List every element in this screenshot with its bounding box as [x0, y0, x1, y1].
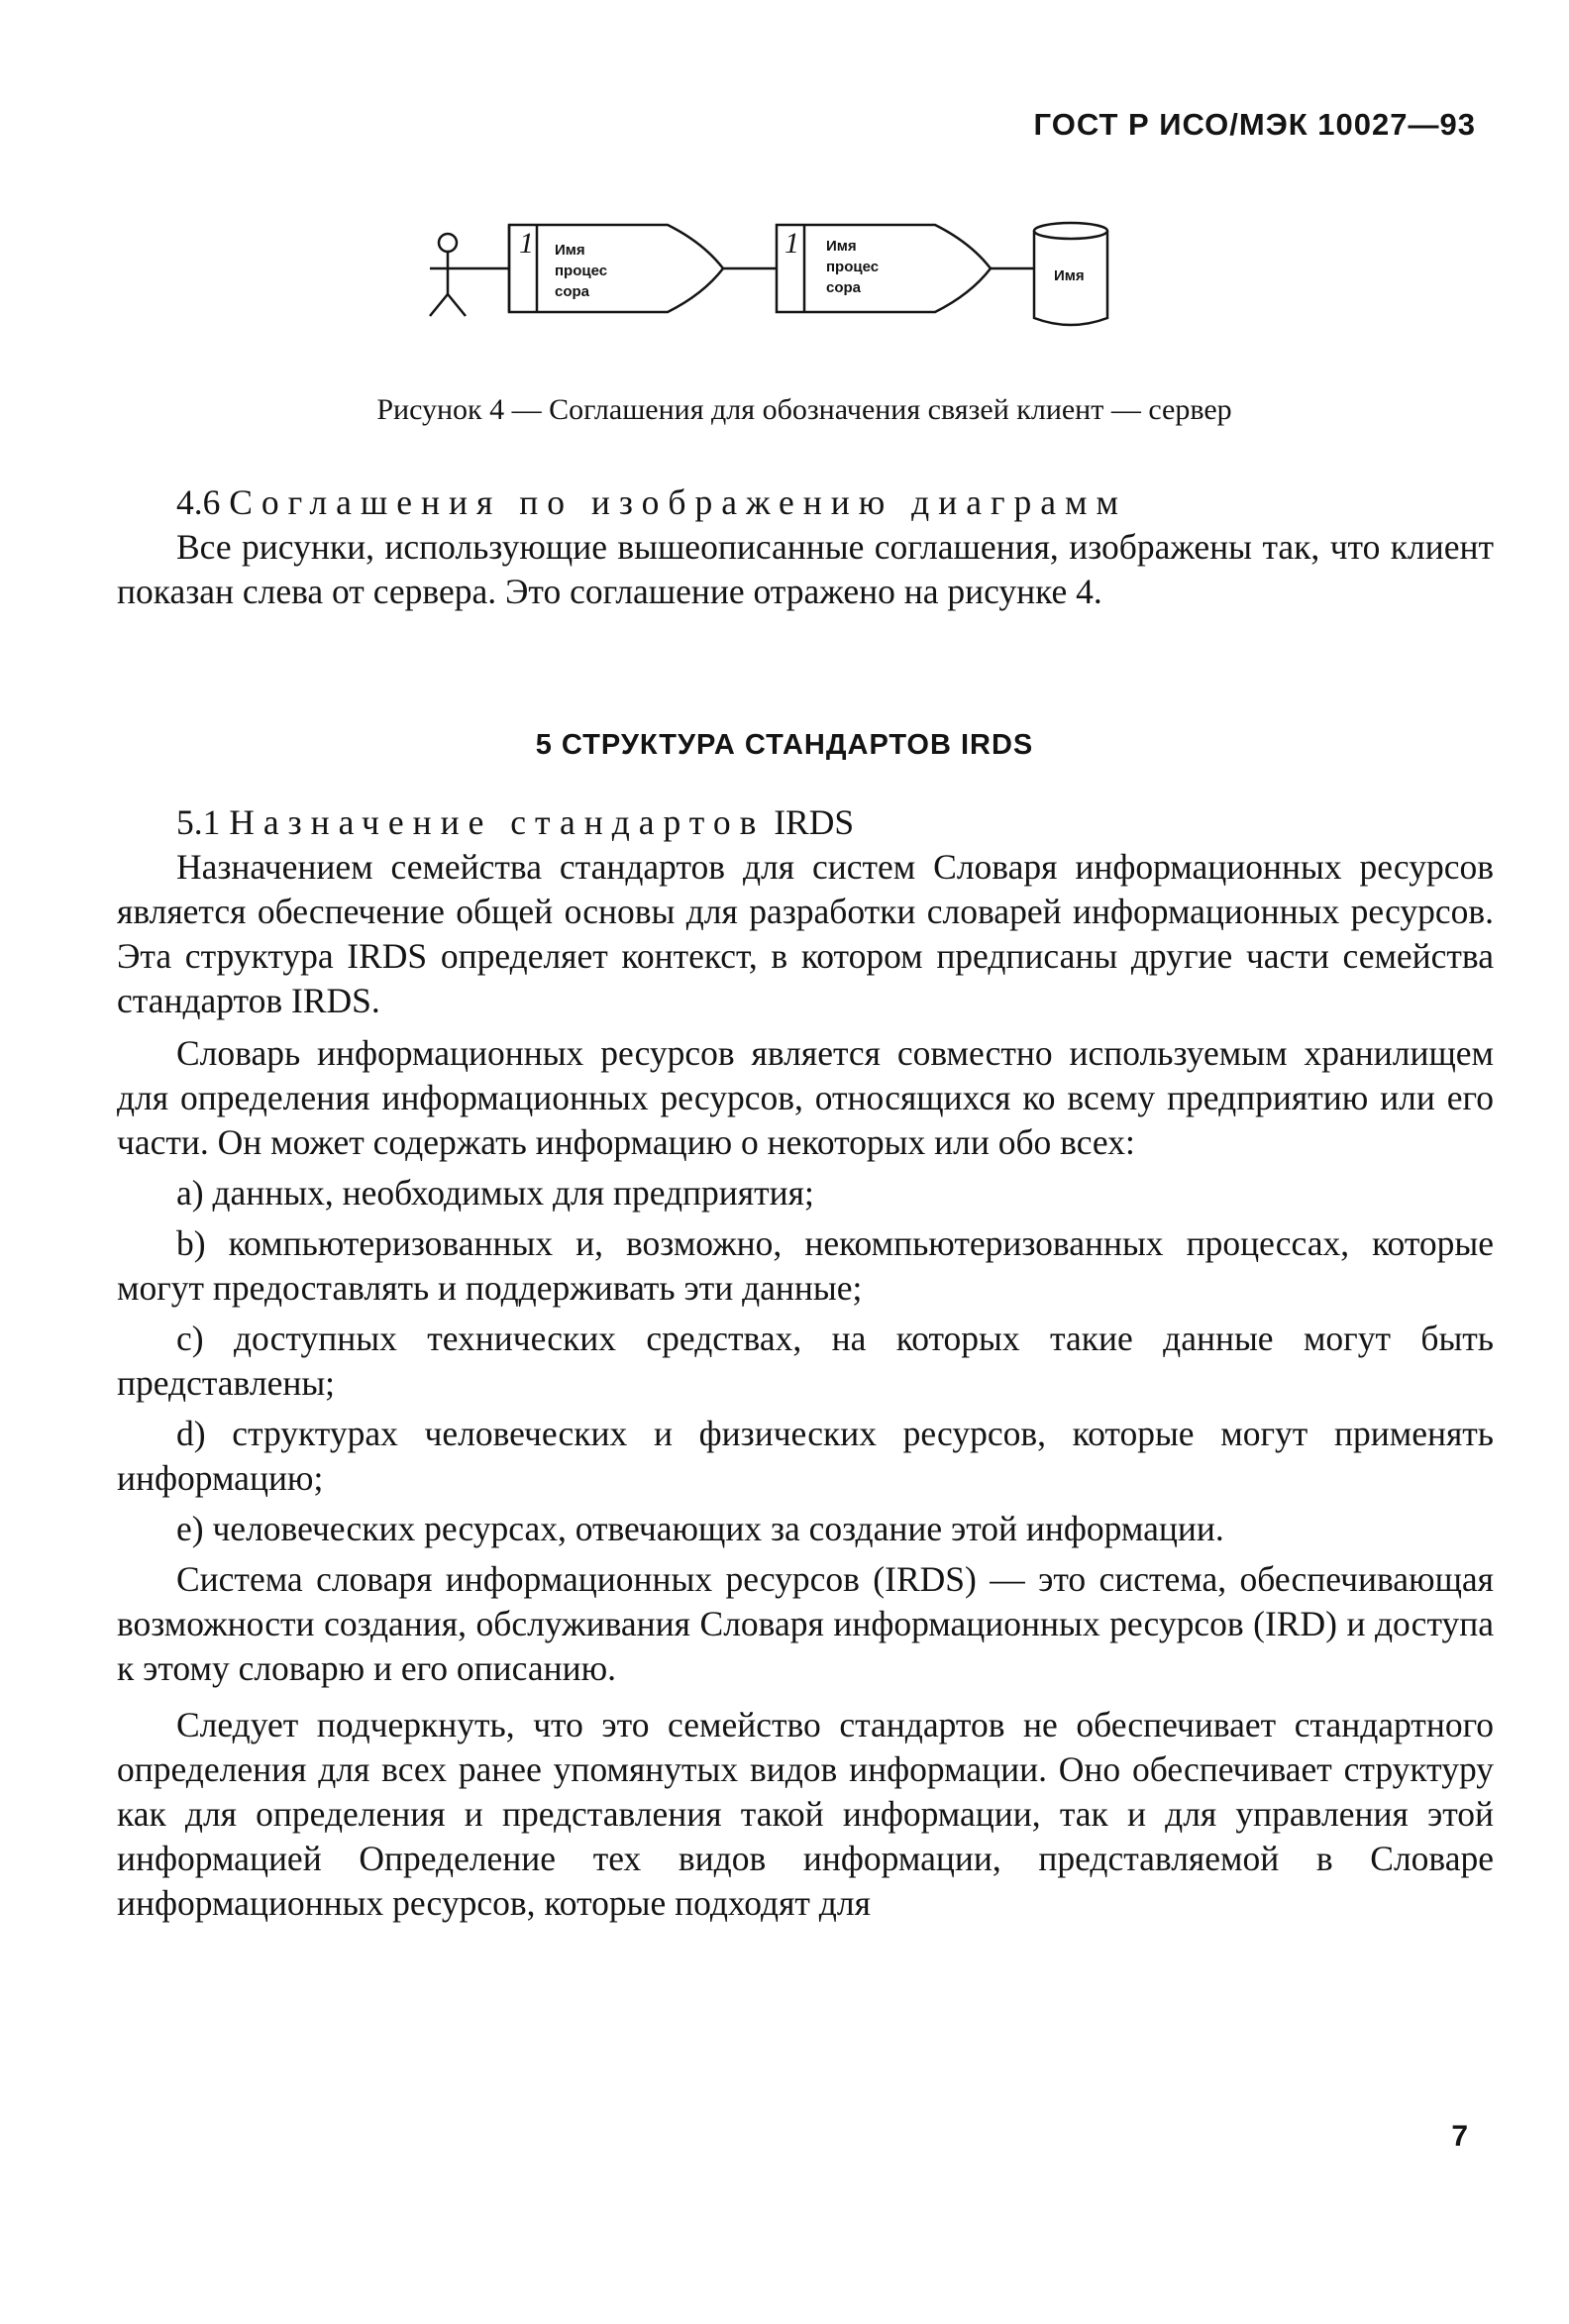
box2-label-line3: сора — [826, 279, 862, 296]
figure-client-server — [426, 213, 1139, 362]
subsection-number: 4.6 — [176, 482, 221, 522]
page-number: 7 — [1451, 2120, 1468, 2153]
client-server-diagram — [426, 213, 1139, 362]
subsection-title: Соглашения по изображению диаграмм — [229, 482, 1127, 522]
paragraph-dictionary: Словарь информационных ресурсов является совместно используемым хранилищем для определения информационных ресурсов, относящихся ко всему предприятию или его части. Он может содержать информацию о некоторых или обо всех: — [117, 1033, 1494, 1162]
subsection-4-6-heading — [117, 480, 1494, 525]
process-box-2 — [777, 225, 991, 312]
process-box-1 — [509, 225, 723, 312]
list-item-d: d) структурах человеческих и физических ресурсов, которые могут применять информацию; — [117, 1414, 1494, 1498]
subsection-title: Назначение стандартов — [229, 802, 766, 842]
subsection-title-tail: IRDS — [774, 802, 855, 842]
list-item-b: b) компьютеризованных и, возможно, некомпьютеризованных процессах, которые могут предоставлять и поддерживать эти данные; — [117, 1223, 1494, 1308]
box2-label-line2: процес — [826, 259, 880, 275]
box1-label-line2: процес — [555, 263, 608, 279]
box1-label-line1: Имя — [555, 242, 585, 259]
box1-label-line3: сора — [555, 283, 590, 300]
store-label: Имя — [1054, 267, 1085, 284]
document-header: ГОСТ Р ИСО/МЭК 10027—93 — [1033, 107, 1476, 142]
list-item-e: e) человеческих ресурсах, отвечающих за создание этой информации. — [176, 1509, 1224, 1548]
section-5-1 — [117, 800, 1494, 1932]
list-item-a: а) данных, необходимых для предприятия; — [176, 1173, 814, 1213]
box1-number: 1 — [519, 227, 534, 260]
section-4-6 — [117, 480, 1494, 620]
subsection-5-1-heading — [117, 800, 1494, 845]
list-item-c: c) доступных технических средствах, на которых такие данные могут быть представлены; — [117, 1319, 1494, 1403]
paragraph-note: Следует подчеркнуть, что это семейство стандартов не обеспечивает стандартного определения для всех ранее упомянутых видов информации. Оно обеспечивает структуру как для определения и представления такой информации, так и для управления этой информацией Определение тех видов информации, представляемой в Словаре информационных ресурсов, которые подходят для — [117, 1705, 1494, 1923]
paragraph-4-6: Все рисунки, использующие вышеописанные соглашения, изображены так, что клиент показан слева от сервера. Это соглашение отражено на рисунке 4. — [117, 527, 1494, 611]
box2-label-line1: Имя — [826, 238, 857, 255]
subsection-number: 5.1 — [176, 802, 221, 842]
section-5-title: 5 СТРУКТУРА СТАНДАРТОВ IRDS — [535, 729, 1034, 761]
paragraph-5-1: Назначением семейства стандартов для систем Словаря информационных ресурсов является обеспечение общей основы для разработки словарей информационных ресурсов. Эта структура IRDS определяет контекст, в котором предписаны другие части семейства стандартов IRDS. — [117, 847, 1494, 1020]
paragraph-irds: Система словаря информационных ресурсов (IRDS) — это система, обеспечивающая возможности создания, обслуживания Словаря информационных ресурсов (IRD) и доступа к этому словарю и его описанию. — [117, 1559, 1494, 1688]
figure-caption: Рисунок 4 — Соглашения для обозначения связей клиент — сервер — [376, 393, 1232, 426]
actor-icon — [430, 234, 509, 316]
box2-number: 1 — [784, 227, 799, 260]
